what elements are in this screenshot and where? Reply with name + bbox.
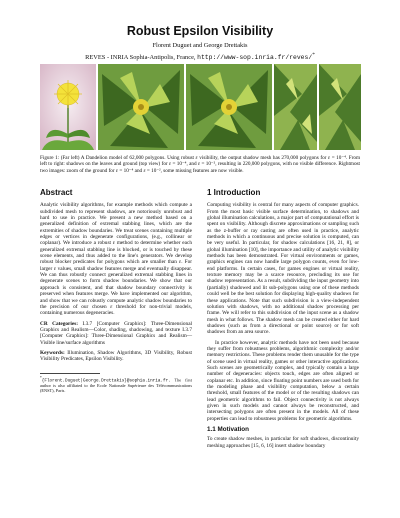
motivation-paragraph: To create shadow meshes, in particular for soft shadows, discontinuity meshing approaches [15, 6, 16] insert shadow boundary: [207, 436, 359, 449]
keywords: [40, 350, 192, 363]
right-column: [207, 190, 359, 453]
footnote-mark: *: [312, 52, 315, 58]
footnote-mark-bottom: *: [40, 375, 42, 380]
cr-categories-text: I.3.7 [Computer Graphics]: Three-Dimensional Graphics and Realism—Color, shading, shadowing, and texture I.3.7 [Computer Graphics]: Three-Dimensional Graphics and Realism—Visible line/surface algorithms: [40, 320, 193, 346]
teaser-figure: [40, 64, 361, 150]
affiliation-url[interactable]: http://www-sop.inria.fr/reves/: [197, 54, 313, 62]
dandelion-model-image: [40, 64, 96, 150]
abstract-body: Analytic visibility algorithms, for example methods which compute a subdivided mesh to represent shadows, are notoriously unrobust and hard to use in practice. We present a new method based on a generalized definition of extremal stabbing lines, which are the extremities of shadow boundaries. We treat scenes containing multiple edges or vertices in degenerate configurations, (e.g., collinear or coplanar). We introduce a robust ε method to determine whether each generalized extremal stabbing line is blocked, or is touched by these scene elements, and thus added to the line's generators. We develop robust blocker predicates for polygons which are smaller than ε. For larger ε values, small shadow features merge and eventually disappear. We can thus robustly connect generalized extremal stabbing lines in degenerate scenes to form shadow boundaries. We show that our approach is consistent, and that shadow boundary connectivity is preserved when features merge. We have implemented our algorithm, and show that we can robustly compute analytic shadow boundaries to the precision of our chosen ε threshold for non-trivial models, containing numerous degeneracies.: [40, 202, 192, 317]
abstract-heading: Abstract: [40, 188, 73, 197]
intro-paragraph-1: Computing visibility is central for many aspects of computer graphics. From the most basic visible surface determination, to shadows and global illumination calculations, a major part of computational effort is spent on visibility. Although discrete approximations or sampling such as the z-buffer or ray casting are often used in practice, analytic methods in which a continuous and precise solution is computed, can be very useful. In particular, for shadow calculations [16, 21, 8], or global illumination [10], the importance and utility of analytic visibility methods has been demonstrated. For virtual environments or games, graphics engines can now handle large polygon counts, even for low-end platforms. In certain cases, for games engines or virtual reality, texture memory may be a scarce resource, precluding its use for shadow representation. As a result, subdividing the input geometry into (partially) shadowed and lit sub-polygons using one of these methods could well be the best solution for displaying high-quality shadows for these applications. Note that such subdivision is a view-independent solution with shadows, with no additional shadow processing per frame. We will refer to this subdivision of the input scene as a shadow mesh in what follows. The shadow mesh can be created either for hard shadows (such as from a directional or point source) or for soft shadows from an area source.: [207, 202, 359, 336]
keywords-text: Illumination, Shadow Algorithms, 3D Visibility, Robust Visibility Predicates, Epsilon Visibility.: [40, 349, 192, 363]
paper-title: Robust Epsilon Visibility: [126, 24, 274, 38]
shadow-top-view-fine-image: [98, 64, 184, 150]
figure-caption: Figure 1: (Far left) A Dandelion model of 62,000 polygons. Using robust ε visibility, the output shadow mesh has 270,000 polygons for ε = 10⁻⁴. From left to right: shadows on the leaves and ground (top view) for ε = 10⁻⁴, and ε = 10⁻², resulting in 220,000 polygons, with no visible difference. Rightmost two images: zoom of the ground for ε = 10⁻⁴ and ε = 10⁻², some missing features are now visible.: [40, 155, 360, 174]
introduction-heading: 1 Introduction: [207, 188, 261, 197]
footnote: [40, 376, 192, 394]
cr-categories-label: CR Categories:: [40, 320, 79, 327]
keywords-label: Keywords:: [40, 349, 65, 356]
motivation-heading: 1.1 Motivation: [207, 426, 249, 434]
left-column: [40, 190, 192, 394]
ground-zoom-coarse-image: [319, 64, 361, 150]
authors: Florent Duguet and George Drettakis: [152, 42, 248, 49]
footnote-email[interactable]: {Florent.Duguet|George.Drettakis}@sophia.inria.fr.: [41, 378, 171, 384]
affiliation-line: [0, 52, 400, 61]
affiliation: REVES - INRIA Sophia-Antipolis, France,: [85, 54, 196, 62]
footnote-text: The first author is also affiliated to the Ecole Nationale Supérieure des Télécommunications (ENST), Paris.: [40, 377, 192, 394]
cr-categories: [40, 321, 192, 346]
shadow-top-view-coarse-image: [186, 64, 272, 150]
intro-paragraph-2: In practice however, analytic methods have not been used because they suffer from robustness problems, algorithmic complexity and/or memory restrictions. These problems render them unusable for the type of scene used in virtual reality, games or other interactive applications. Such scenes are geometrically complex, and typically contain a large number of degeneracies: objects touch, edges are often aligned or coplanar etc. In addition, since floating point numbers are used both for the modeling phase and visibility computation, below a certain threshold, small features of the model or of the resulting shadows can lead geometric algorithms to fail. Object connectivity is not always given in such models and cannot always be reconstructed, and intersecting polygons are often present in the models. All of these properties can lead to robustness problems for geometric algorithms.: [207, 339, 359, 422]
footnote-rule: [40, 373, 100, 374]
ground-zoom-fine-image: [274, 64, 317, 150]
